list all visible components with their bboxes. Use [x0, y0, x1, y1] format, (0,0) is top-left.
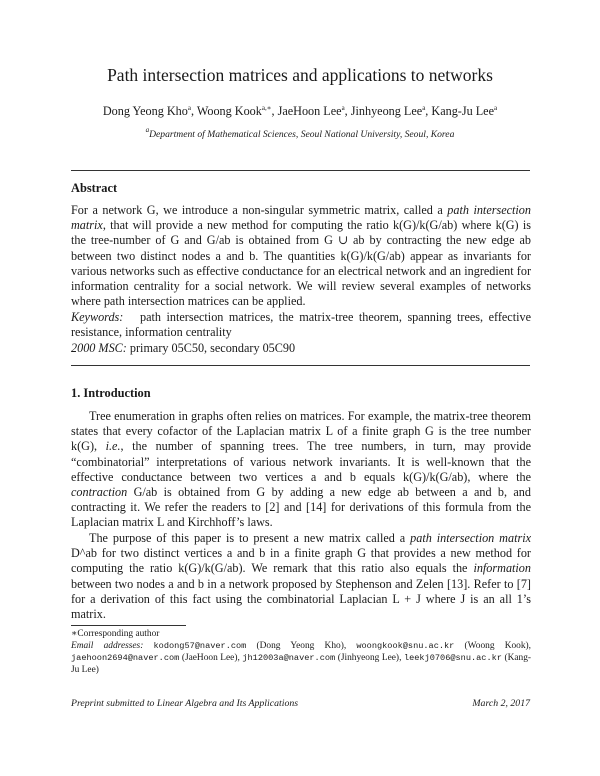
- footnote-rule: [71, 625, 186, 626]
- preprint-note: Preprint submitted to Linear Algebra and Its Applications: [71, 698, 299, 709]
- email-link[interactable]: woongkook@snu.ac.kr: [356, 641, 455, 651]
- date: March 2, 2017: [472, 698, 530, 709]
- keywords: Keywords: path intersection matrices, the matrix-tree theorem, spanning trees, effective resistance, information centrality: [71, 310, 531, 340]
- email-link[interactable]: kodong57@naver.com: [153, 641, 247, 651]
- msc-codes: 2000 MSC: primary 05C50, secondary 05C90: [71, 341, 296, 355]
- affiliation: $^a$Department of Mathematical Sciences, Seoul National University, Seoul, Korea: [145, 126, 455, 140]
- top-divider: [71, 170, 530, 171]
- email-link[interactable]: jh12003a@naver.com: [242, 653, 336, 664]
- abstract-heading: Abstract: [71, 181, 118, 195]
- author: JaeHoon Lee$^a$: [277, 104, 345, 118]
- abstract-body: For a network G, we introduce a non-singular symmetric matrix, called a path intersection matrix, that will provide a new method for computing the ratio k(G)/k(G/ab) where k(G) is the tree-number of G and G/ab is obtained from G ∪ ab by contracting the new edge ab between two distinct nodes a and b. The quantities k(G)/k(G/ab) appear as invariants for various networks such as effective conductance for an electrical network and an ingredient for information centrality for a social network. We will review several examples of networks where path intersection matrices can be applied.: [71, 203, 531, 309]
- author: Dong Yeong Kho$^a$: [102, 104, 191, 118]
- author: Jinhyeong Lee$^a$: [350, 104, 426, 118]
- author: Woong Kook$^{a,∗}$: [196, 104, 272, 118]
- email-link[interactable]: jaehoon2694@naver.com: [71, 653, 180, 664]
- email-link[interactable]: leekj0706@snu.ac.kr: [403, 653, 502, 664]
- bottom-divider: [71, 365, 530, 366]
- footnote-corresponding: ∗Corresponding author: [71, 629, 160, 639]
- section-heading: 1. Introduction: [71, 386, 151, 400]
- paper-title: Path intersection matrices and applications to networks: [107, 65, 493, 85]
- footnote-emails: Email addresses: kodong57@naver.com (Dong Yeong Kho), woongkook@snu.ac.kr (Woong Kook), jaehoon2694@naver.com (JaeHoon Lee), jh12003a@naver.com (Jinhyeong Lee), leekj0706@snu.ac.kr (Kang-Ju Lee): [71, 641, 532, 676]
- author-list: Dong Yeong Kho$^a$, Woong Kook$^{a,∗}$, JaeHoon Lee$^a$, Jinhyeong Lee$^a$, Kang-Ju Lee$^a$: [102, 104, 498, 118]
- intro-paragraph-2: The purpose of this paper is to present a new matrix called a path intersection matrix D^ab for two distinct vertices a and b in a finite graph G that provides a new method for computing the ratio k(G)/k(G/ab). We remark that this ratio also equals the information between two nodes a and b in a network proposed by Stephenson and Zelen [13]. Refer to [7] for a derivation of this fact using the combinatorial Laplacian L + J where J is an all 1’s matrix.: [71, 531, 532, 622]
- intro-paragraph-1: Tree enumeration in graphs often relies on matrices. For example, the matrix-tree theorem states that every cofactor of the Laplacian matrix L of a finite graph G is the tree number k(G), i.e., the number of spanning trees. The tree numbers, in turn, may provide “combinatorial” interpretations of various network invariants. It is well-known that the effective conductance between two vertices a and b equals k(G)/k(G/ab), where the contraction G/ab is obtained from G by adding a new edge ab between a and b, and contracting it. We refer the readers to [2] and [14] for derivations of this formula from the Laplacian matrix L and Kirchhoff’s laws.: [71, 409, 531, 530]
- author: Kang-Ju Lee$^a$: [431, 104, 498, 118]
